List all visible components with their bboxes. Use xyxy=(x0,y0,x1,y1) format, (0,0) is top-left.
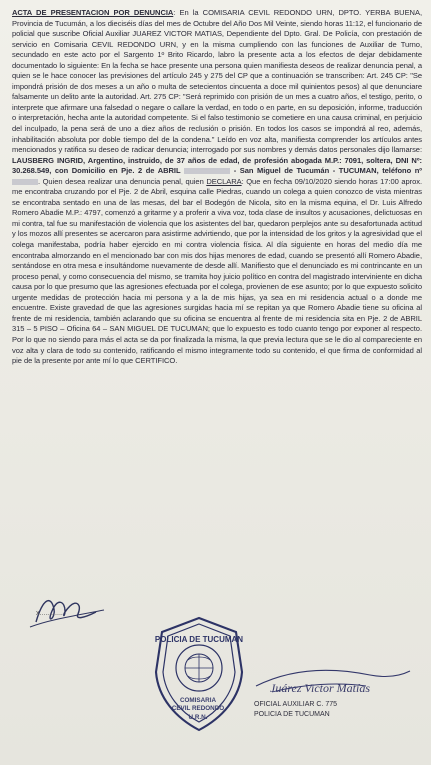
officer-signature: Juárez Victor Matías xyxy=(270,681,370,695)
officer-agency: POLICIA DE TUCUMAN xyxy=(254,711,330,718)
paragraph-main xyxy=(12,8,422,367)
seal-line2: CEVIL REDONDO xyxy=(171,705,225,713)
acta-intro-text: : En la COMISARIA CEVIL REDONDO URN, DPTO. YERBA BUENA, Provincia de Tucumán, a los dieciséis días del mes de Octubre del Año Dos Mil Veinte, siendo horas 11:12, el funcionario de policial que suscribe Oficial Auxiliar JUAREZ VICTOR MATIAS, Dependiente del Dpto. Gral. De Policía, con prestación de servicio en Comisaria CEVIL REDONDO URN, y en la misma cumpliendo con las funciones de Auxiliar de Turno, secundado en este acto por el Sargento 1º Brito Ricardo, labro la presente acta a los efectos de dejar debidamente documentado lo siguiente: En la fecha se hace presente una persona quien manifiesta deseos de realizar denuncia penal, a quien se le hace conocer las previsiones del artículo 245 y 275 del CP que a continuación se transcriben: Art. 245 CP: "Se impondrá prisión de dos meses a un año o multa de setecientos cincuenta a doce mil quinientos pesos) al que denunciare falsamente un delito ante la autoridad. Art. 275 CP: "Será reprimido con prisión de un mes a cuatro años, el testigo, perito, o interprete que afirmare una falsedad o negare o callare la verdad, en todo o en parte, en su deposición, informe, traducción o interpretación, hecha ante la autoridad competente. Si el falso testimonio se cometiere en una causa criminal, en perjuicio del inculpado, la pena será de uno a diez años de reclusión o prisión. En todos los casos se impondrá al reo, además, inhabilitación absoluta por doble tiempo del de la condena." Leído en voz alta, manifiesta comprender los artículos antes mencionados y ratifica su deseo de radicar denuncia; interrogado por sus nombres y demás datos personales dijo llamarse: xyxy=(12,8,422,155)
seal-line3: U.R.N. xyxy=(188,713,208,721)
address-city: - San Miguel de Tucumán - TUCUMAN, teléfono nº xyxy=(233,166,423,176)
acta-title: ACTA DE PRESENTACION POR DENUNCIA xyxy=(12,8,174,17)
wish-text: . Quien desea realizar una denuncia penal, quien xyxy=(38,176,204,186)
seal-line1: COMISARIA xyxy=(179,697,217,704)
declara-label: DECLARA xyxy=(206,176,242,186)
redacted-address xyxy=(184,168,230,174)
officer-block xyxy=(254,700,337,720)
officer-rank: OFICIAL AUXILIAR C. 775 xyxy=(254,701,337,708)
seal-text xyxy=(153,697,243,722)
acta-body xyxy=(12,8,422,367)
declaration-text: : Que en fecha 09/10/2020 siendo horas 17:00 aprox. me encontraba cruzando por el Pje. 2 de Abril, esquina calle Piedras, cuando un colega a quien conozco de vista mientras se encontraba sentado en una de las mesas, del bar el Bodegón de Nicola, sito en la misma equina, el Dr. Luis Alfredo Romero Abadie M.P.: 4797, comenzó a gritarme y a proferir a viva voz, toda clase de insultos y acusaciones, delictuosas en mi contra, tal fue su manifestación de violencia que los asistentes del bar, quedaron perplejos ante su desafortunada actitud y los mozos allí presentes se acercaron para asistirme advirtiendo, que por la intensidad de los gritos y la agresividad que el colega manifestaba, podría haber ejercido en mi contra violencia física. Al día siguiente en horas del medio día me encontraba almorzando en el mencionado bar con mis dos hijas menores de edad, cuando se presentó allí Romero Abadie, sentándose en otra mesa e insultándome nuevamente de desde allí. Manifiesto que el denunciado es mi contrincante en un proceso penal, y como consecuencia del mismo, se tramita hoy juicio político en contra del magistrado interviniente en dicha causa por lo que presumo que las agresiones efectuada por el colega, provienen de ese asunto; por lo que expuesto solicito urgente medidas de protección hacia mi persona y a la de mis hijas, ya sea en mi residencia actual o a donde me encuentre. Existe gravedad de que las agresiones surgidas hacia mí se repitan ya que Romero Abadie tiene su oficina al frente de mi residencia, también aclarando que su oficina se encuentra al frente de mi residencia sita en Pje. 2 de ABRIL 315 – 5 PISO – Oficina 64 – SAN MIGUEL DE TUCUMAN; que lo expuesto es todo cuanto tengo por exponer al respecto. Por lo que no siendo para más el acta se da por finalizada la misma, la que previa lectura que se le dio al compareciente en voz alta y clara de todo su contenido, ratificando el mismo integramente todo su contenido, el que firma de conformidad al pie de la presente por ante mí lo que CERTIFICO. xyxy=(12,176,422,366)
seal-arc-text: POLICIA DE TUCUMAN xyxy=(154,635,244,644)
signature-line: x............ xyxy=(36,610,63,617)
redacted-phone xyxy=(12,179,38,185)
officer-signature-stroke xyxy=(246,662,414,700)
signature-denunciante xyxy=(18,592,108,632)
denunciante-data: LAUSBERG INGRID, Argentino, instruido, de 37 años de edad, de profesión abogada M.P.: 7091, soltera, DNI Nº: 30.268.549, con Domicilio en Pje. 2 de ABRIL xyxy=(12,155,422,176)
